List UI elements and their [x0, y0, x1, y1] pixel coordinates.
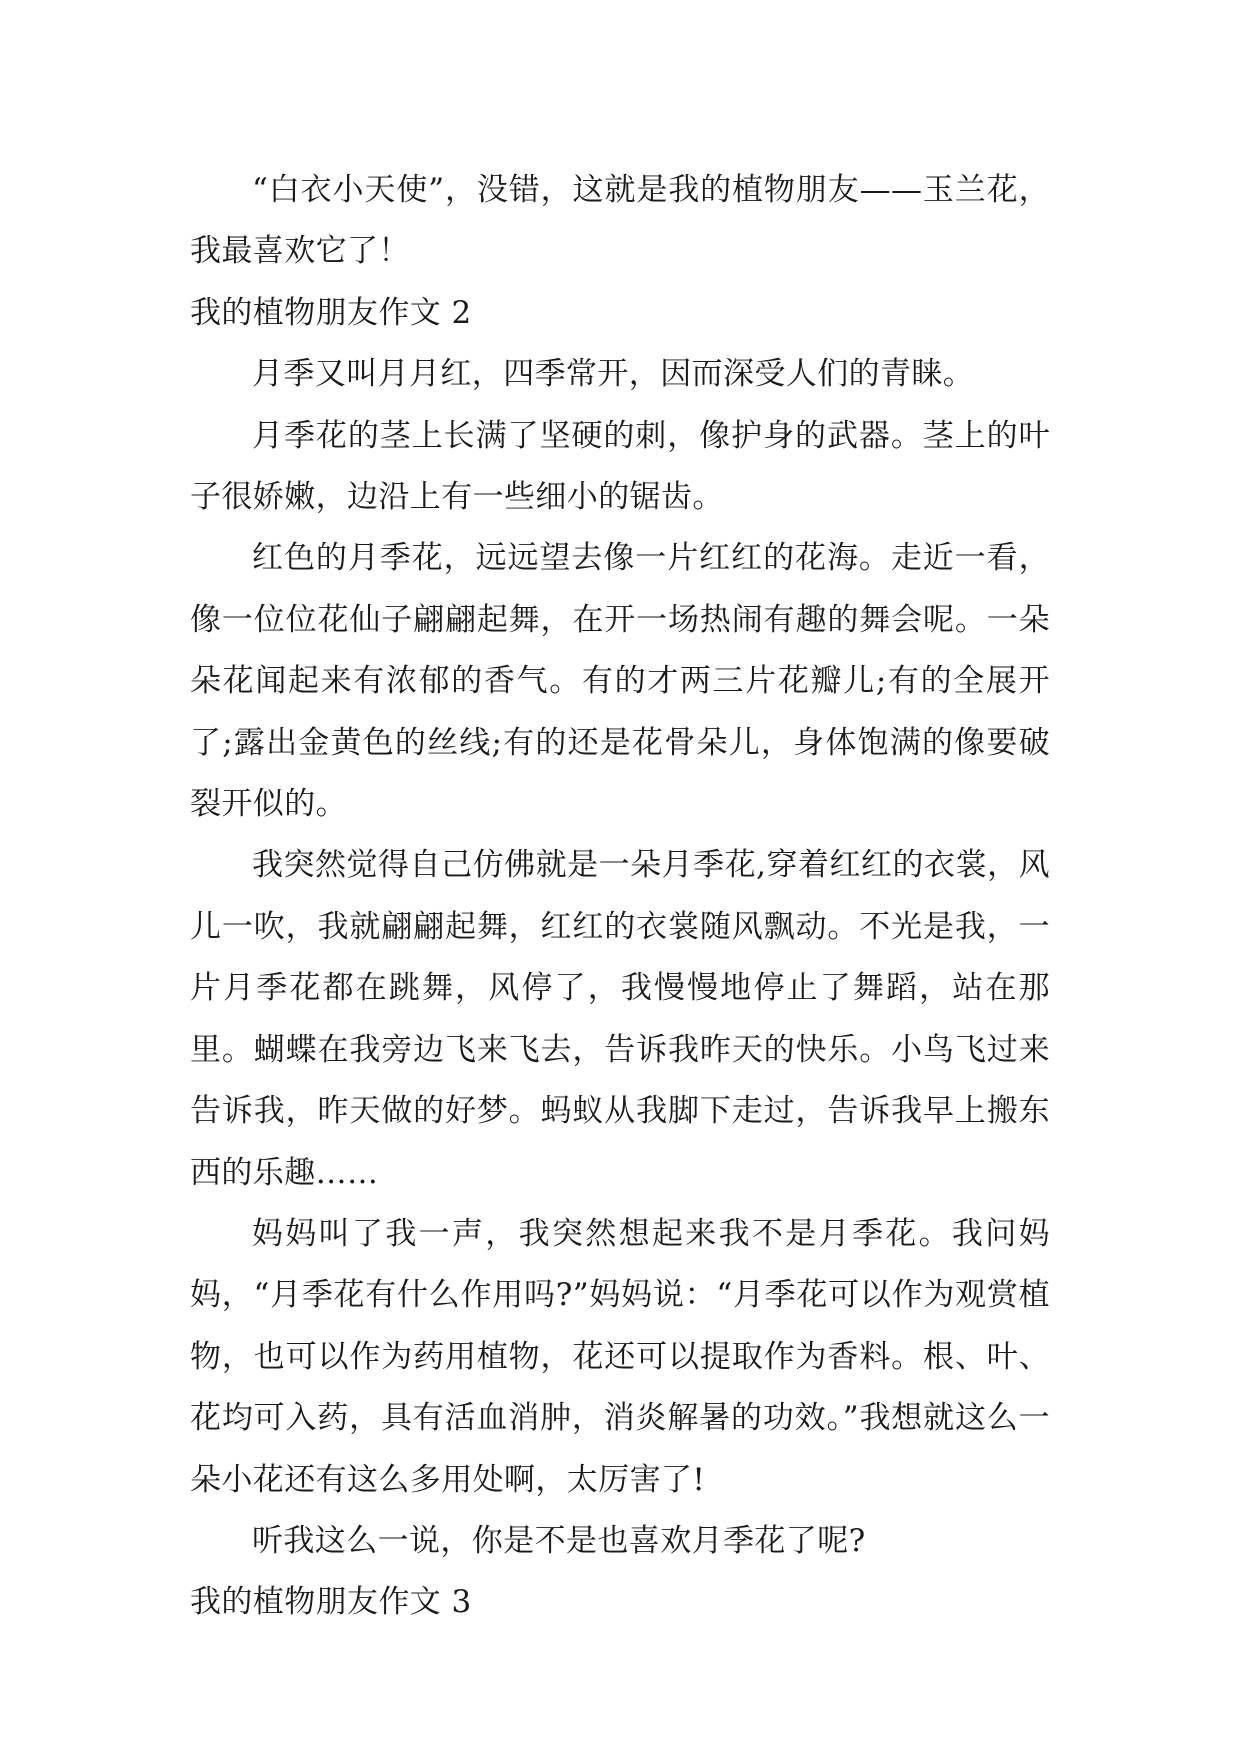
paragraph-intro: 月季又叫月月红，四季常开，因而深受人们的青睐。: [252, 356, 975, 393]
paragraph-imagination: 我突然觉得自己仿佛就是一朵月季花,穿着红红的衣裳，风儿一吹，我就翩翩起舞，红红的衣裳随风飘动。不光是我，一片月季花都在跳舞，风停了，我慢慢地停止了舞蹈，站在那里。蝴蝶在我旁边飞来飞去，告诉我昨天的快乐。小鸟飞过来告诉我，昨天做的好梦。蚂蚁从我脚下走过，告诉我早上搬东西的乐趣……: [190, 847, 1050, 1191]
section-heading-2: 我的植物朋友作文 2: [190, 294, 472, 331]
paragraph-flower: 红色的月季花，远远望去像一片红红的花海。走近一看，像一位位花仙子翩翩起舞，在开一场热闹有趣的舞会呢。一朵朵花闻起来有浓郁的香气。有的才两三片花瓣儿;有的全展开了;露出金黄色的丝线;有的还是花骨朵儿，身体饱满的像要破裂开似的。: [190, 540, 1050, 823]
paragraph-yulan-ending: “白衣小天使”，没错，这就是我的植物朋友——玉兰花，我最喜欢它了！: [190, 172, 1050, 270]
paragraph-closing: 听我这么一说，你是不是也喜欢月季花了呢?: [252, 1522, 866, 1559]
paragraph-stem: 月季花的茎上长满了坚硬的刺，像护身的武器。茎上的叶子很娇嫩，边沿上有一些细小的锯齿。: [190, 417, 1050, 516]
section-heading-3: 我的植物朋友作文 3: [190, 1584, 472, 1621]
paragraph-mother: 妈妈叫了我一声，我突然想起来我不是月季花。我问妈妈，“月季花有什么作用吗?”妈妈说：“月季花可以作为观赏植物，也可以作为药用植物，花还可以提取作为香料。根、叶、花均可入药，具有活血消肿，消炎解暑的功效。”我想就这么一朵小花还有这么多用处啊，太厉害了!: [190, 1215, 1050, 1498]
document-body: [190, 160, 1050, 1634]
